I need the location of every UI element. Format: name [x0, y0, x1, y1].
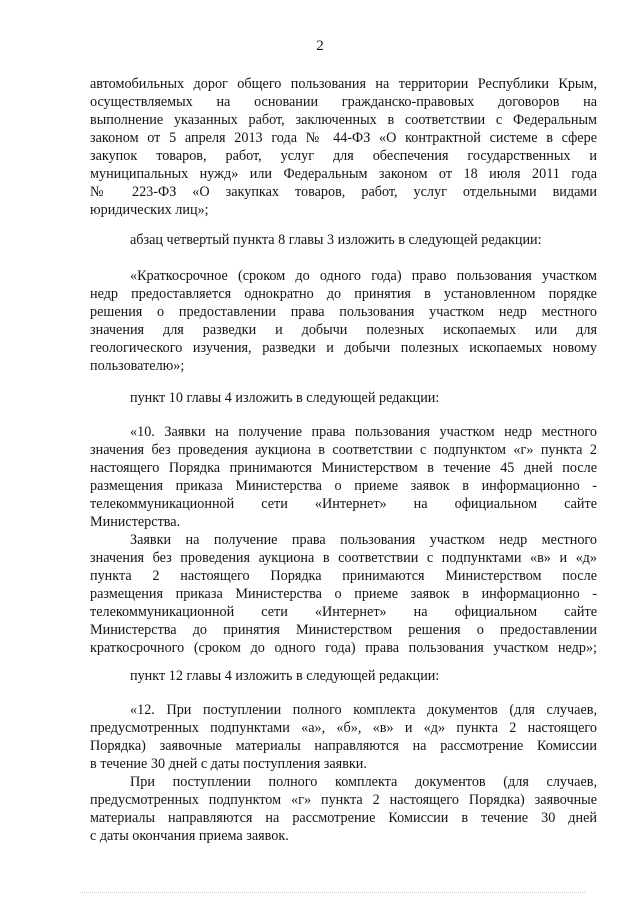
text-line: с даты окончания приема заявок. [90, 828, 289, 844]
text-line: автомобильных дорог общего пользования на территории Республики Крым, [90, 76, 597, 92]
text-line: юридических лиц»; [90, 202, 209, 218]
text-line: в течение 30 дней с даты поступления заявки. [90, 756, 367, 772]
text-line: пункт 12 главы 4 изложить в следующей редакции: [130, 668, 440, 684]
text-line: Заявки на получение права пользования участком недр местного [130, 532, 597, 548]
text-line: пользователю»; [90, 358, 185, 374]
text-line: «10. Заявки на получение права пользования участком недр местного [130, 424, 597, 440]
text-line: предусмотренных подпунктами «а», «б», «в» и «д» пункта 2 настоящего [90, 720, 597, 736]
text-line: абзац четвертый пункта 8 главы 3 изложить в следующей редакции: [130, 232, 542, 248]
text-line: размещения приказа Министерства о приеме заявок в информационно - [90, 586, 597, 602]
text-line: краткосрочного (сроком до одного года) права пользования участком недр»; [90, 640, 597, 656]
text-line: настоящего Порядка принимаются Министерством в течение 45 дней после [90, 460, 597, 476]
text-line: значения для разведки и добычи полезных ископаемых или для [90, 322, 597, 338]
text-line: Министерства. [90, 514, 181, 530]
text-line: Министерства до принятия Министерством решения о предоставлении [90, 622, 597, 638]
text-line: значения без проведения аукциона в соответствии с подпунктом «г» пункта 2 [90, 442, 597, 458]
text-line: законом от 5 апреля 2013 года № 44-ФЗ «О контрактной системе в сфере [90, 130, 597, 146]
text-line: материалы направляются на рассмотрение Комиссии в течение 30 дней [90, 810, 597, 826]
text-line: «Краткосрочное (сроком до одного года) право пользования участком [130, 268, 597, 284]
text-line: Порядка) заявочные материалы направляются на рассмотрение Комиссии [90, 738, 597, 754]
text-line: «12. При поступлении полного комплекта документов (для случаев, [130, 702, 597, 718]
text-line: При поступлении полного комплекта документов (для случаев, [130, 774, 597, 790]
text-line: размещения приказа Министерства о приеме заявок в информационно - [90, 478, 597, 494]
text-line: закупок товаров, работ, услуг для обеспечения государственных и [90, 148, 597, 164]
text-line: выполнение указанных работ, заключенных в соответствии с Федеральным [90, 112, 597, 128]
text-line: недр предоставляется однократно до принятия в установленном порядке [90, 286, 597, 302]
text-line: геологического изучения, разведки и добычи полезных ископаемых новому [90, 340, 597, 356]
text-line: пункт 10 главы 4 изложить в следующей редакции: [130, 390, 440, 406]
text-line: пункта 2 настоящего Порядка принимаются Министерством после [90, 568, 597, 584]
text-line: муниципальных нужд» или Федеральным законом от 18 июля 2011 года [90, 166, 597, 182]
text-line: телекоммуникационной сети «Интернет» на официальном сайте [90, 496, 597, 512]
text-line: значения без проведения аукциона в соответствии с подпунктами «в» и «д» [90, 550, 597, 566]
scan-artifact-line [80, 892, 585, 896]
page-number: 2 [316, 38, 324, 54]
text-line: № 223-ФЗ «О закупках товаров, работ, услуг отдельными видами [90, 184, 597, 200]
text-line: телекоммуникационной сети «Интернет» на официальном сайте [90, 604, 597, 620]
text-line: решения о предоставлении права пользования участком недр местного [90, 304, 597, 320]
text-line: предусмотренных подпунктом «г» пункта 2 настоящего Порядка) заявочные [90, 792, 597, 808]
text-line: осуществляемых на основании гражданско-правовых договоров на [90, 94, 597, 110]
